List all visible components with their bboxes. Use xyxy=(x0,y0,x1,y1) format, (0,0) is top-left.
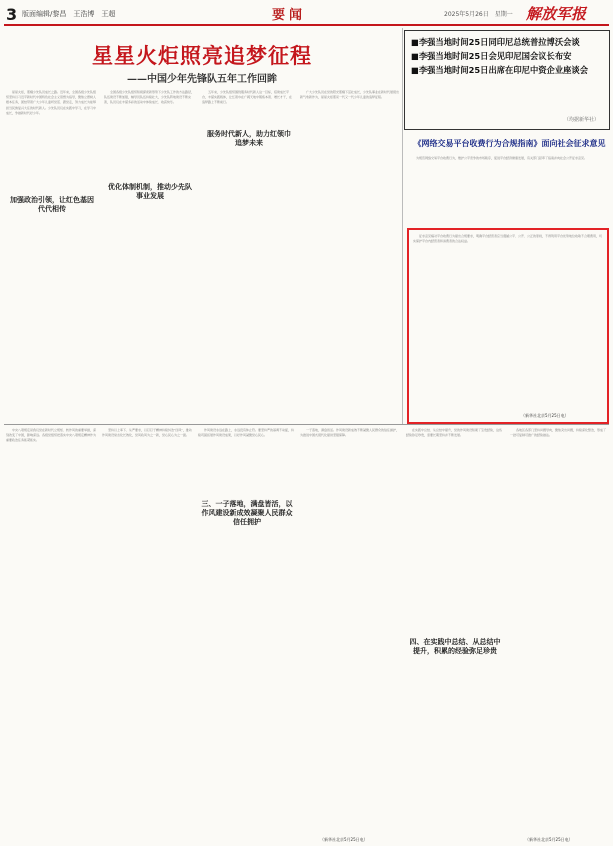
lower-text-col6: 各地区各部门坚持问题导向，聚焦突出问题，持续深化整治，形成了一批可复制可推广的经验做法。 xyxy=(510,428,607,438)
column-divider xyxy=(402,28,403,424)
body-text-col3: 五年来，少先队组织围绕服务时代新人这一目标，搭建成长平台，丰富实践载体，让红领巾在广阔天地中锻炼本领、增长才干，在追梦路上不断前行。 xyxy=(202,90,293,105)
page-editors: 版面编辑/黎昌 王浩博 王超 xyxy=(22,10,116,18)
headline-item-1: ■李强当地时间25日同印尼总统普拉博沃会谈 xyxy=(411,37,580,47)
headline-source: （均据新华社） xyxy=(563,117,599,123)
right-article-text: 为规范网络交易平台收费行为，维护公平竞争的市场秩序，促进平台经济健康发展，有关部门起草了指南并向社会公开征求意见。 xyxy=(416,156,588,160)
lower-text-col2: 坚持以上率下、从严要求，以钉钉子精神持续纠治"四风"，推动作风建设常态化长效化，党风政风为之一新，党心民心为之一振。 xyxy=(102,428,192,438)
body-text-col2: 全国各级少先队组织积极探索新形势下少先队工作的方法路径，队伍建设不断加强，辅导员队伍持续壮大，少先队阵地建设不断完善，队员们在丰富多彩的活动中体验成长、收获快乐。 xyxy=(104,90,194,105)
highlighted-article-box xyxy=(407,228,609,424)
credit-box: （新华社北京5月25日电） xyxy=(521,413,569,418)
headline-item-2: ■李强当地时间25日会见印尼国会议长布安 xyxy=(411,51,572,61)
page-header xyxy=(4,3,609,23)
lower-text-col3: 作风建设永远在路上，永远没有休止符。要坚持严的基调不动摇，持续巩固拓展作风建设成果，以好作风凝聚党心民心。 xyxy=(198,428,294,438)
body-text-col1: 星星火炬，照耀少先队员成长之路。近年来，全国各级少先队组织坚持以习近平新时代中国特色社会主义思想为指导，聚焦立德树人根本任务，团结带领广大少年儿童听党话、跟党走，努力成长为能够担当民族复兴大任的时代新人。少先队员们在实践中学习，在学习中成长，争做新时代好少年。 xyxy=(6,90,96,115)
lower-text-col1: 中央八项规定是我们党在新时代立规矩、转作风的重要举措，深刻改变了中国，影响深远。各级党组织把落实中央八项规定精神作为重要政治任务抓紧抓实。 xyxy=(6,428,96,443)
lower-subhead-3: 三、一子落地，满盘皆活，以作风建设新成效凝聚人民群众信任拥护 xyxy=(201,500,293,526)
masthead-logo: 解放军报 xyxy=(526,5,587,23)
highlighted-article-text: 征求意见稿对平台收费行为提出合规要求，明确平台经营者应当遵循公平、公开、公正的原则，不得利用平台优势地位收取不合理费用，切实保护平台内经营者和消费者的合法权益。 xyxy=(413,234,603,244)
body-text-col4: 广大少先队员在党的阳光照耀下茁壮成长，少先队事业在新时代展现出新气象新作为，星星火炬照亮一代又一代少年儿童的追梦征程。 xyxy=(300,90,400,100)
mid-rule xyxy=(4,424,609,425)
credit-lower-left: （新华社北京5月25日电） xyxy=(320,837,368,842)
lead-subtitle: ——中国少年先锋队五年工作回眸 xyxy=(127,74,277,85)
section-title: 要闻 xyxy=(272,8,307,23)
lead-headline: 星星火炬照亮追梦征程 xyxy=(92,44,312,68)
lower-text-col4: 一子落地，满盘皆活。作风建设新成效不断凝聚人民群众的信任拥护，为推进中国式现代化提供坚强保障。 xyxy=(300,428,400,438)
right-article-title: 《网络交易平台收费行为合规指南》面向社会征求意见 xyxy=(413,139,606,148)
subhead-political-guidance: 加强政治引领，让红色基因代代相传 xyxy=(10,196,94,213)
subhead-mechanism: 优化体制机制，推动少先队事业发展 xyxy=(108,183,192,200)
headline-box xyxy=(404,30,610,130)
credit-lower-right: （新华社北京5月25日电） xyxy=(525,837,573,842)
subhead-service: 服务时代新人，助力红领巾追梦未来 xyxy=(207,130,291,147)
page-number: 3 xyxy=(6,5,18,24)
lower-text-col5: 在实践中总结、从总结中提升，党的作风建设积累了宝贵经验，这些经验弥足珍贵，需要长期坚持并不断发展。 xyxy=(406,428,502,438)
page-date: 2025年5月26日 星期一 xyxy=(444,11,513,18)
headline-item-3: ■李强当地时间25日出席在印尼中资企业座谈会 xyxy=(411,65,589,75)
lower-subhead-4: 四、在实践中总结、从总结中提升，积累的经验弥足珍贵 xyxy=(409,638,501,655)
header-rule xyxy=(4,24,609,26)
